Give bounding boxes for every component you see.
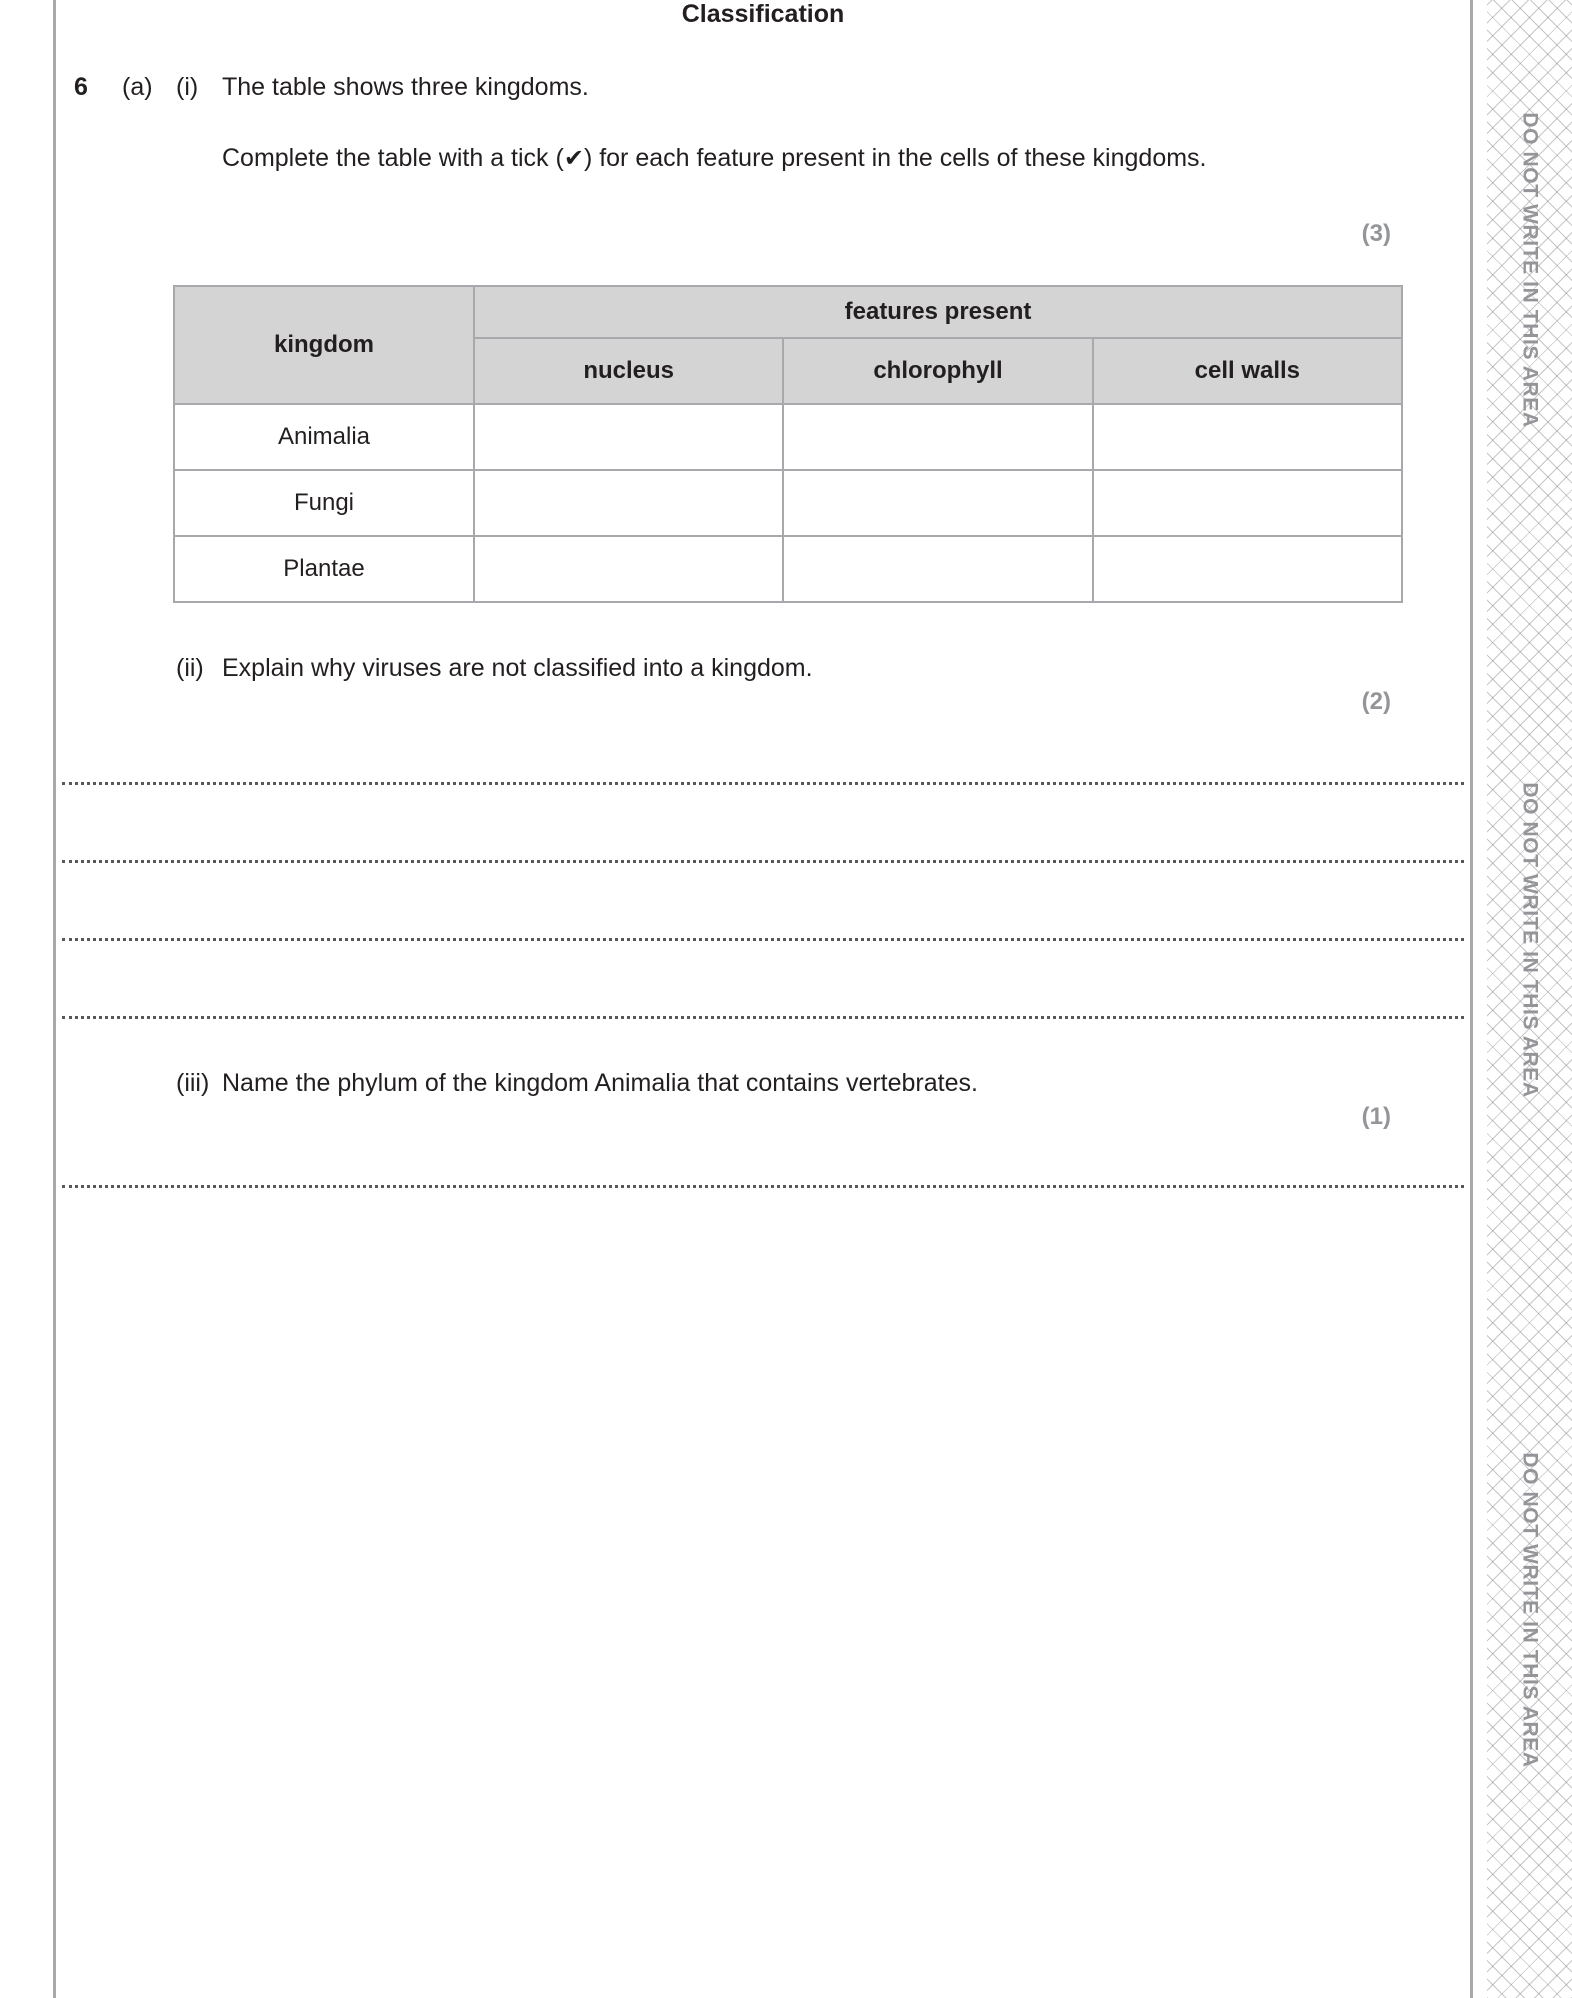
table-row — [174, 404, 1402, 470]
cell-plantae-cell-walls[interactable] — [1093, 536, 1402, 602]
header-features-present: features present — [474, 286, 1402, 338]
cell-animalia-chlorophyll[interactable] — [783, 404, 1092, 470]
question-part-roman-i: (i) — [176, 73, 199, 101]
instruction-lead: Complete the table with a tick ( — [222, 144, 564, 172]
answer-line-ii-3[interactable] — [62, 938, 1464, 941]
cell-fungi-cell-walls[interactable] — [1093, 470, 1402, 536]
header-kingdom: kingdom — [174, 286, 474, 404]
answer-line-ii-1[interactable] — [62, 782, 1464, 785]
cell-animalia-cell-walls[interactable] — [1093, 404, 1402, 470]
cell-kingdom-plantae: Plantae — [174, 536, 474, 602]
question-text-iii: Name the phylum of the kingdom Animalia that contains vertebrates. — [222, 1069, 978, 1097]
question-part-letter: (a) — [122, 73, 153, 101]
cell-kingdom-fungi: Fungi — [174, 470, 474, 536]
answer-line-ii-4[interactable] — [62, 1016, 1464, 1019]
instruction-tail: ) for each feature present in the cells of these kingdoms. — [583, 144, 1207, 172]
table-header-row-group — [174, 286, 1402, 338]
marks-allocation-ii: (2) — [1361, 688, 1391, 715]
do-not-write-hatched-margin — [1487, 0, 1572, 1998]
cell-fungi-chlorophyll[interactable] — [783, 470, 1092, 536]
header-nucleus: nucleus — [474, 338, 783, 404]
answer-line-ii-2[interactable] — [62, 860, 1464, 863]
table-row — [174, 536, 1402, 602]
cell-plantae-nucleus[interactable] — [474, 536, 783, 602]
question-stem-i: The table shows three kingdoms. — [222, 73, 589, 101]
tick-icon: ✔ — [563, 144, 584, 172]
marks-allocation-iii: (1) — [1361, 1103, 1391, 1130]
page-right-rule — [1470, 0, 1473, 1998]
margin-notice-text: DO NOT WRITE IN THIS AREA — [1518, 1452, 1542, 1768]
marks-allocation-i: (3) — [1361, 220, 1391, 247]
page-content — [56, 0, 1470, 1998]
cell-plantae-chlorophyll[interactable] — [783, 536, 1092, 602]
question-instruction-i — [222, 140, 1262, 176]
kingdom-features-table-wrapper — [173, 285, 1403, 603]
question-part-roman-iii: (iii) — [176, 1069, 210, 1097]
margin-notice-text: DO NOT WRITE IN THIS AREA — [1518, 782, 1542, 1098]
margin-notice-text: DO NOT WRITE IN THIS AREA — [1518, 112, 1542, 428]
page-title: Classification — [681, 0, 845, 28]
kingdom-features-table — [173, 285, 1403, 603]
cell-fungi-nucleus[interactable] — [474, 470, 783, 536]
header-cell-walls: cell walls — [1093, 338, 1402, 404]
table-row — [174, 470, 1402, 536]
question-number: 6 — [74, 73, 88, 101]
question-part-roman-ii: (ii) — [176, 654, 204, 682]
cell-animalia-nucleus[interactable] — [474, 404, 783, 470]
answer-line-iii-1[interactable] — [62, 1185, 1464, 1188]
question-text-ii: Explain why viruses are not classified into a kingdom. — [222, 654, 813, 682]
header-chlorophyll: chlorophyll — [783, 338, 1092, 404]
cell-kingdom-animalia: Animalia — [174, 404, 474, 470]
